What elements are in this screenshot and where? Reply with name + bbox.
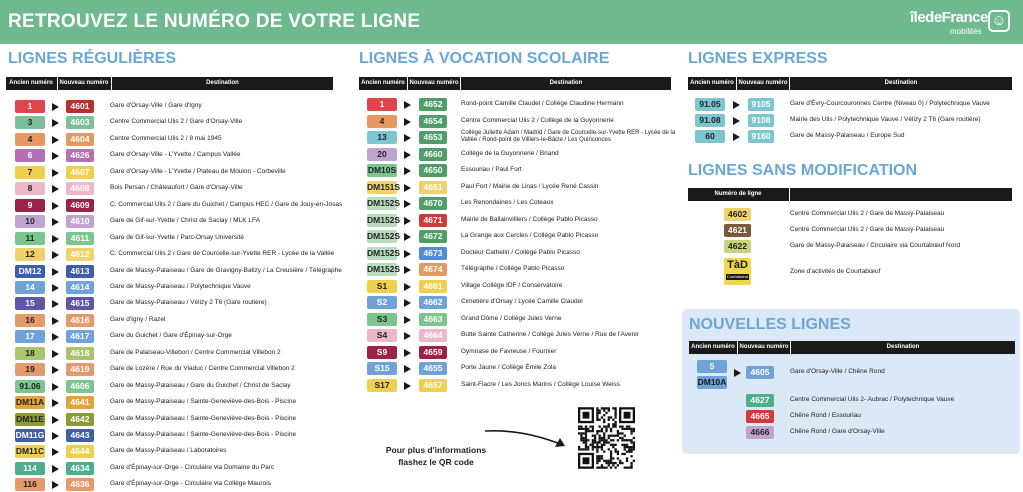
destination-text: Gare de Massy-Palaiseau / Sainte-Geneviève-des-Bois - Piscine [110,414,297,422]
old-line-badge: 14 [15,281,45,294]
header-new: Nouveau numéro [409,80,459,86]
destination-text: Gare du Guichet / Gare d'Épinay-sur-Orge [110,332,232,340]
destination-text: Mairie de Ballainvilliers / Collège Pablo Picasso [461,215,598,223]
table-row [0,240,1023,254]
destination-text: Saint-Fiacre / Les Joncs Marins / Collège Louise Weiss [461,380,620,388]
destination-text: Collège de la Guyonnerie / Briand [461,149,559,157]
table-row [0,98,1023,112]
old-line-badge: 4 [15,133,45,146]
old-line-badge: DM10S [367,165,397,175]
new-line-badge: 4651 [419,181,447,194]
old-line-badge: 13 [367,131,397,144]
arrow-right-icon [404,184,411,192]
new-line-badge: 4642 [66,413,94,426]
table-header-express [688,77,1012,90]
section-title-regular: LIGNES RÉGULIÈRES [8,50,177,67]
table-row [0,148,1023,162]
arrow-right-icon [404,167,411,175]
destination-text: Butte Sainte Catherine / Collège Jules Verne / Rue de l'Avenir [461,331,639,338]
destination-text: Porte Jaune / Collège Émile Zola [461,364,557,371]
old-line-badge: DM11A [15,397,45,408]
destination-text: La Grange aux Cercles / Collège Pablo Picasso [461,232,599,239]
destination-text: Mairie des Ulis / Polytechnique Vauve / Vélizy 2 T6 (Gare routière) [790,116,981,124]
old-line-badge: 9 [15,199,45,212]
destination-text: Gare d'Orsay-Ville / Chêne Rond [790,368,885,375]
arrow-right-icon [733,101,740,109]
new-line-badge: 4672 [419,230,447,243]
destination-text: Gare de Massy-Palaiseau / Sainte-Geneviève-des-Bois - Piscine [110,398,297,406]
destination-text: Centre Commercial Ulis 2 / Gare d'Orsay-Ville [110,118,243,126]
new-line-badge: 4664 [419,329,447,342]
destination-text: Gare de Gif-sur-Yvette / Parc-Orsay Université [110,233,245,241]
old-line-badge: DM152S [367,247,401,258]
new-line-badge: 4650 [419,164,447,177]
old-line-badge: 15 [15,297,45,310]
destination-text: Gare de Palaiseau-Villebon / Centre Commercial Villebon 2 [110,348,281,356]
destination-text: Gare de Gif-sur-Yvette / Christ de Saclay / MLK LFA [110,217,260,225]
destination-text: C. Commercial Ulis 2 / Gare du Guichet / Campus HEC / Gare de Jouy-en-Josas [110,200,343,208]
header-new: Nouveau numéro [59,80,109,86]
section-title-new: NOUVELLES LIGNES [689,316,851,333]
destination-text: Gare d'Évry-Courcouronnes Centre (Niveau 0) / Polytechnique Vauve [790,100,990,107]
top-banner [0,0,1023,44]
old-line-badge: 91.08 [695,114,725,127]
new-line-badge: 4641 [66,396,94,409]
destination-text: Gare de Massy-Palaiseau / Vélizy 2 T6 (Gare routière) [110,299,267,307]
destination-text: Gare d'Igny / Razel [110,315,166,323]
new-line-badge: 4609 [66,199,94,212]
old-line-badge: 91.06 [15,380,45,393]
destination-text: Docteur Cathelin / Collège Pablo Picasso [461,248,580,256]
new-line-badge: 9108 [748,114,774,127]
table-header-new [689,341,1015,354]
table-row [0,280,1023,294]
new-line-badge: 4673 [419,247,447,260]
new-line-badge: 4655 [419,362,447,375]
new-line-badge: 4610 [66,215,94,228]
arrow-right-icon [404,299,411,307]
destination-text: Gare de Massy-Palaiseau / Circulaire via Courtabœuf Nord [790,242,961,249]
new-line-badge: 4644 [66,445,94,458]
destination-text: Gare d'Orsay-Ville - L'Yvette / Plateau de Moulon - Corbeville [110,167,286,175]
old-line-badge: DM10A [697,377,727,387]
new-line-badge: 4657 [419,379,447,392]
new-line-badge: 9160 [748,130,774,143]
old-line-badge: 1 [367,98,397,111]
destination-text: Gare de Lozère / Rue du Viaduc / Centre Commercial Villebon 2 [110,365,295,373]
old-line-badge: DM11C [15,446,45,457]
old-line-badge: S2 [367,296,397,309]
new-line-badge: 4666 [746,426,774,439]
new-line-badge: 4674 [419,263,447,276]
destination-text: Les Renondaines / Les Coteaux [461,199,554,206]
line-badge: 4621 [724,224,751,237]
destination-text: Paul Fort / Mairie de Linas / Lycée René Cassin [461,182,599,190]
line-badge: 4602 [724,208,751,221]
destination-text: Chêne Rond / Gare d'Orsay-Ville [790,428,885,435]
logo-text: îledeFrance [910,9,988,26]
new-line-badge: 4653 [419,131,447,144]
old-line-badge: DM152S [367,264,401,274]
destination-text: Grand Dôme / Collège Jules Verne [461,314,562,322]
arrow-right-icon [52,448,59,456]
new-line-badge: 4660 [419,148,447,161]
new-line-badge: 4617 [66,330,94,343]
header-new: Nouveau numéro [738,80,788,86]
old-line-badge: 6 [15,149,45,162]
line-badge: 4622 [724,240,751,253]
curved-arrow-icon [483,427,573,451]
qr-code[interactable] [578,407,635,469]
old-line-badge: 20 [367,148,397,161]
new-line-badge: 4665 [746,410,774,423]
old-line-badge: 16 [15,314,45,327]
new-line-badge: 9105 [748,98,774,111]
arrow-right-icon [52,465,59,473]
new-line-badge: 4607 [66,166,94,179]
old-line-badge: 17 [15,330,45,343]
table-row [0,296,1023,310]
new-line-badge: 4614 [66,281,94,294]
destination-text: Centre Commercial Ulis 2 / 8 mai 1945 [110,134,222,142]
logo-subtext: mobilités [950,27,982,36]
old-line-badge: S9 [367,346,397,359]
destination-text: Rond-point Camille Claudel / Collège Claudine Hermann [461,100,624,107]
qr-caption-line1: Pour plus d'informations [385,445,487,455]
destination-text: Gymnase de Favreuse / Fournier [461,347,557,355]
old-line-badge: 18 [15,347,45,360]
tad-badge [724,258,751,285]
new-line-badge: 4634 [66,462,94,475]
tad-destination: Zone d'activités de Courtabœuf [790,268,881,275]
old-line-badge: DM11G [15,430,45,440]
new-line-badge: 4671 [419,214,447,227]
destination-text: Chêne Rond / Essouriau [790,412,861,419]
new-line-badge: 4662 [419,296,447,309]
old-line-badge: 1 [15,100,45,113]
qr-caption-line2: flashez le QR code [398,457,474,467]
old-line-badge: 60 [695,130,725,143]
new-line-badge: 4661 [419,280,447,293]
arrow-right-icon [404,316,411,324]
old-line-badge: S1 [367,280,397,293]
destination-text: Gare de Massy-Palaiseau / Europe Sud [790,132,905,140]
old-line-badge: 5 [697,360,727,373]
destination-text: Centre Commercial Ulis 2- Aubrac / Polytechnique Vauve [790,396,955,403]
arrow-right-icon [733,117,740,125]
arrow-right-icon [404,349,411,357]
destination-text: Gare de Massy-Palaiseau / Polytechnique Vauve [110,282,251,290]
new-line-badge: 4613 [66,265,94,278]
header-old: Ancien numéro [691,344,735,350]
new-line-badge: 4663 [419,313,447,326]
new-line-badge: 4601 [66,100,94,113]
table-row [0,478,1023,492]
header-dest: Destination [884,80,918,86]
old-line-badge: DM12 [15,265,45,278]
new-line-badge: 4605 [746,366,774,379]
destination-text: Télégraphe / Collège Pablo Picasso [461,265,565,272]
old-line-badge: DM152S [367,198,401,208]
old-line-badge: S4 [367,329,397,342]
old-line-badge: DM152S [367,214,401,225]
old-line-badge: 91.05 [695,98,725,111]
destination-text: Gare d'Orsay-Ville / Gare d'Igny [110,102,202,109]
arrow-right-icon [404,151,411,159]
table-row [0,224,1023,238]
destination-text: Centre Commercial Ulis 2 / Collège de la Guyonnerie [461,116,614,124]
section-title-express: LIGNES EXPRESS [688,50,828,67]
old-line-badge: 7 [15,166,45,179]
arrow-right-icon [404,200,411,208]
destination-text: Essouriau / Paul Fort [461,166,522,173]
new-line-badge: 4619 [66,363,94,376]
new-line-badge: 4615 [66,297,94,310]
old-line-badge: DM11E [16,413,44,424]
idf-mobilites-logo [910,7,1020,39]
section-title-unchanged: LIGNES SANS MODIFICATION [688,162,918,179]
table-header-school [359,77,671,90]
table-row [0,366,1023,380]
destination-text: C. Commercial Ulis 2 / Gare de Courcelle-sur-Yvette RER - Lycée de la Vallée [110,250,335,258]
arrow-right-icon [404,332,411,340]
new-line-badge: 4636 [66,478,94,491]
old-line-badge: 114 [15,462,45,475]
header-old: Ancien numéro [361,80,405,86]
table-row [0,462,1023,476]
new-line-badge: 4604 [66,133,94,146]
page-title: RETROUVEZ LE NUMÉRO DE VOTRE LIGNE [8,11,421,32]
header-old: Ancien numéro [690,80,734,86]
new-line-badge: 4654 [419,115,447,128]
destination-text: Gare de Massy-Palaiseau / Gare du Guichet / Christ de Saclay [110,381,291,389]
new-line-badge: 4659 [419,346,447,359]
old-line-badge: 3 [15,116,45,129]
table-row [0,130,1023,144]
destination-text: Gare de Massy-Palaiseau / Gare de Gravigny-Balizy / La Creusière / Télégraphe [110,266,342,274]
old-line-badge: 12 [15,248,45,261]
old-line-badge: 116 [15,478,45,491]
header-line-number: Numéro de ligne [714,191,762,197]
destination-text: Cimetière d'Orsay / Lycée Camille Claudel [461,298,583,305]
old-line-badge: DM152S [367,231,401,241]
table-row [0,410,1023,424]
table-row [0,114,1023,128]
arrow-right-icon [404,382,411,390]
destination-text: Village Collège IDF / Conservatoire [461,281,563,289]
old-line-badge: 4 [367,115,397,128]
arrow-right-icon [733,133,740,141]
arrow-right-icon [52,481,59,489]
table-header-regular [6,77,333,90]
destination-text: Gare de Massy-Palaiseau / Laboratoires [110,447,227,455]
old-line-badge: S15 [367,362,397,375]
arrow-right-icon [404,283,411,291]
new-line-badge: 4616 [66,314,94,327]
header-dest: Destination [886,344,920,350]
destination-text: Bois Persan / Châteaufort / Gare d'Orsay-Ville [110,184,243,192]
old-line-badge: 19 [15,363,45,376]
destination-text: Gare de Massy-Palaiseau / Sainte-Geneviève-des-Bois - Piscine [110,431,297,438]
old-line-badge: S3 [367,313,397,326]
header-dest: Destination [549,80,583,86]
new-line-badge: 4603 [66,116,94,129]
new-line-badge: 4618 [66,347,94,360]
tad-sublabel: Courtabœuf [726,274,749,279]
tad-label: TàD [727,259,748,271]
new-line-badge: 4652 [419,98,447,111]
destination-text: Centre Commercial Ulis 2 / Gare de Massy-Palaiseau [790,226,945,233]
new-line-badge: 4626 [66,149,94,162]
destination-text: Gare d'Épinay-sur-Orge - Circulaire via Domaine du Parc [110,463,275,471]
new-line-badge: 4606 [66,380,94,393]
section-title-school: LIGNES À VOCATION SCOLAIRE [359,50,610,67]
destination-text: Centre Commercial Ulis 2 / Gare de Massy-Palaiseau [790,210,945,217]
new-line-badge: 4627 [746,394,774,407]
new-line-badge: 4670 [419,197,447,210]
destination-text: Gare d'Épinay-sur-Orge - Circulaire via Collège Maurois [110,480,271,488]
destination-text: Gare d'Orsay-Ville - L'Yvette / Campus Vallée [110,151,241,159]
old-line-badge: 8 [15,182,45,195]
header-old: Ancien numéro [9,80,53,86]
table-header-unchanged [688,188,1012,201]
old-line-badge: 11 [15,232,45,245]
person-walking-icon: ☺ [988,10,1010,32]
arrow-right-icon [404,266,411,274]
old-line-badge: DM151S [367,181,401,192]
table-row [0,208,1023,225]
new-line-badge: 4611 [66,232,94,245]
old-line-badge: 10 [15,215,45,228]
new-line-badge: 4612 [66,248,94,261]
destination-text: Collège Juliette Adam / Madrid / Gare de Courcelle-sur-Yvette RER - Lycée de la Vallée / Rond-point de Villiers-le-Bâcle / Les Quinconces [461,130,676,143]
table-row [0,394,1023,408]
header-dest: Destination [206,80,239,86]
old-line-badge: S17 [367,379,397,392]
new-line-badge: 4643 [66,429,94,442]
new-line-badge: 4608 [66,182,94,195]
header-new: Nouveau numéro [739,344,789,350]
